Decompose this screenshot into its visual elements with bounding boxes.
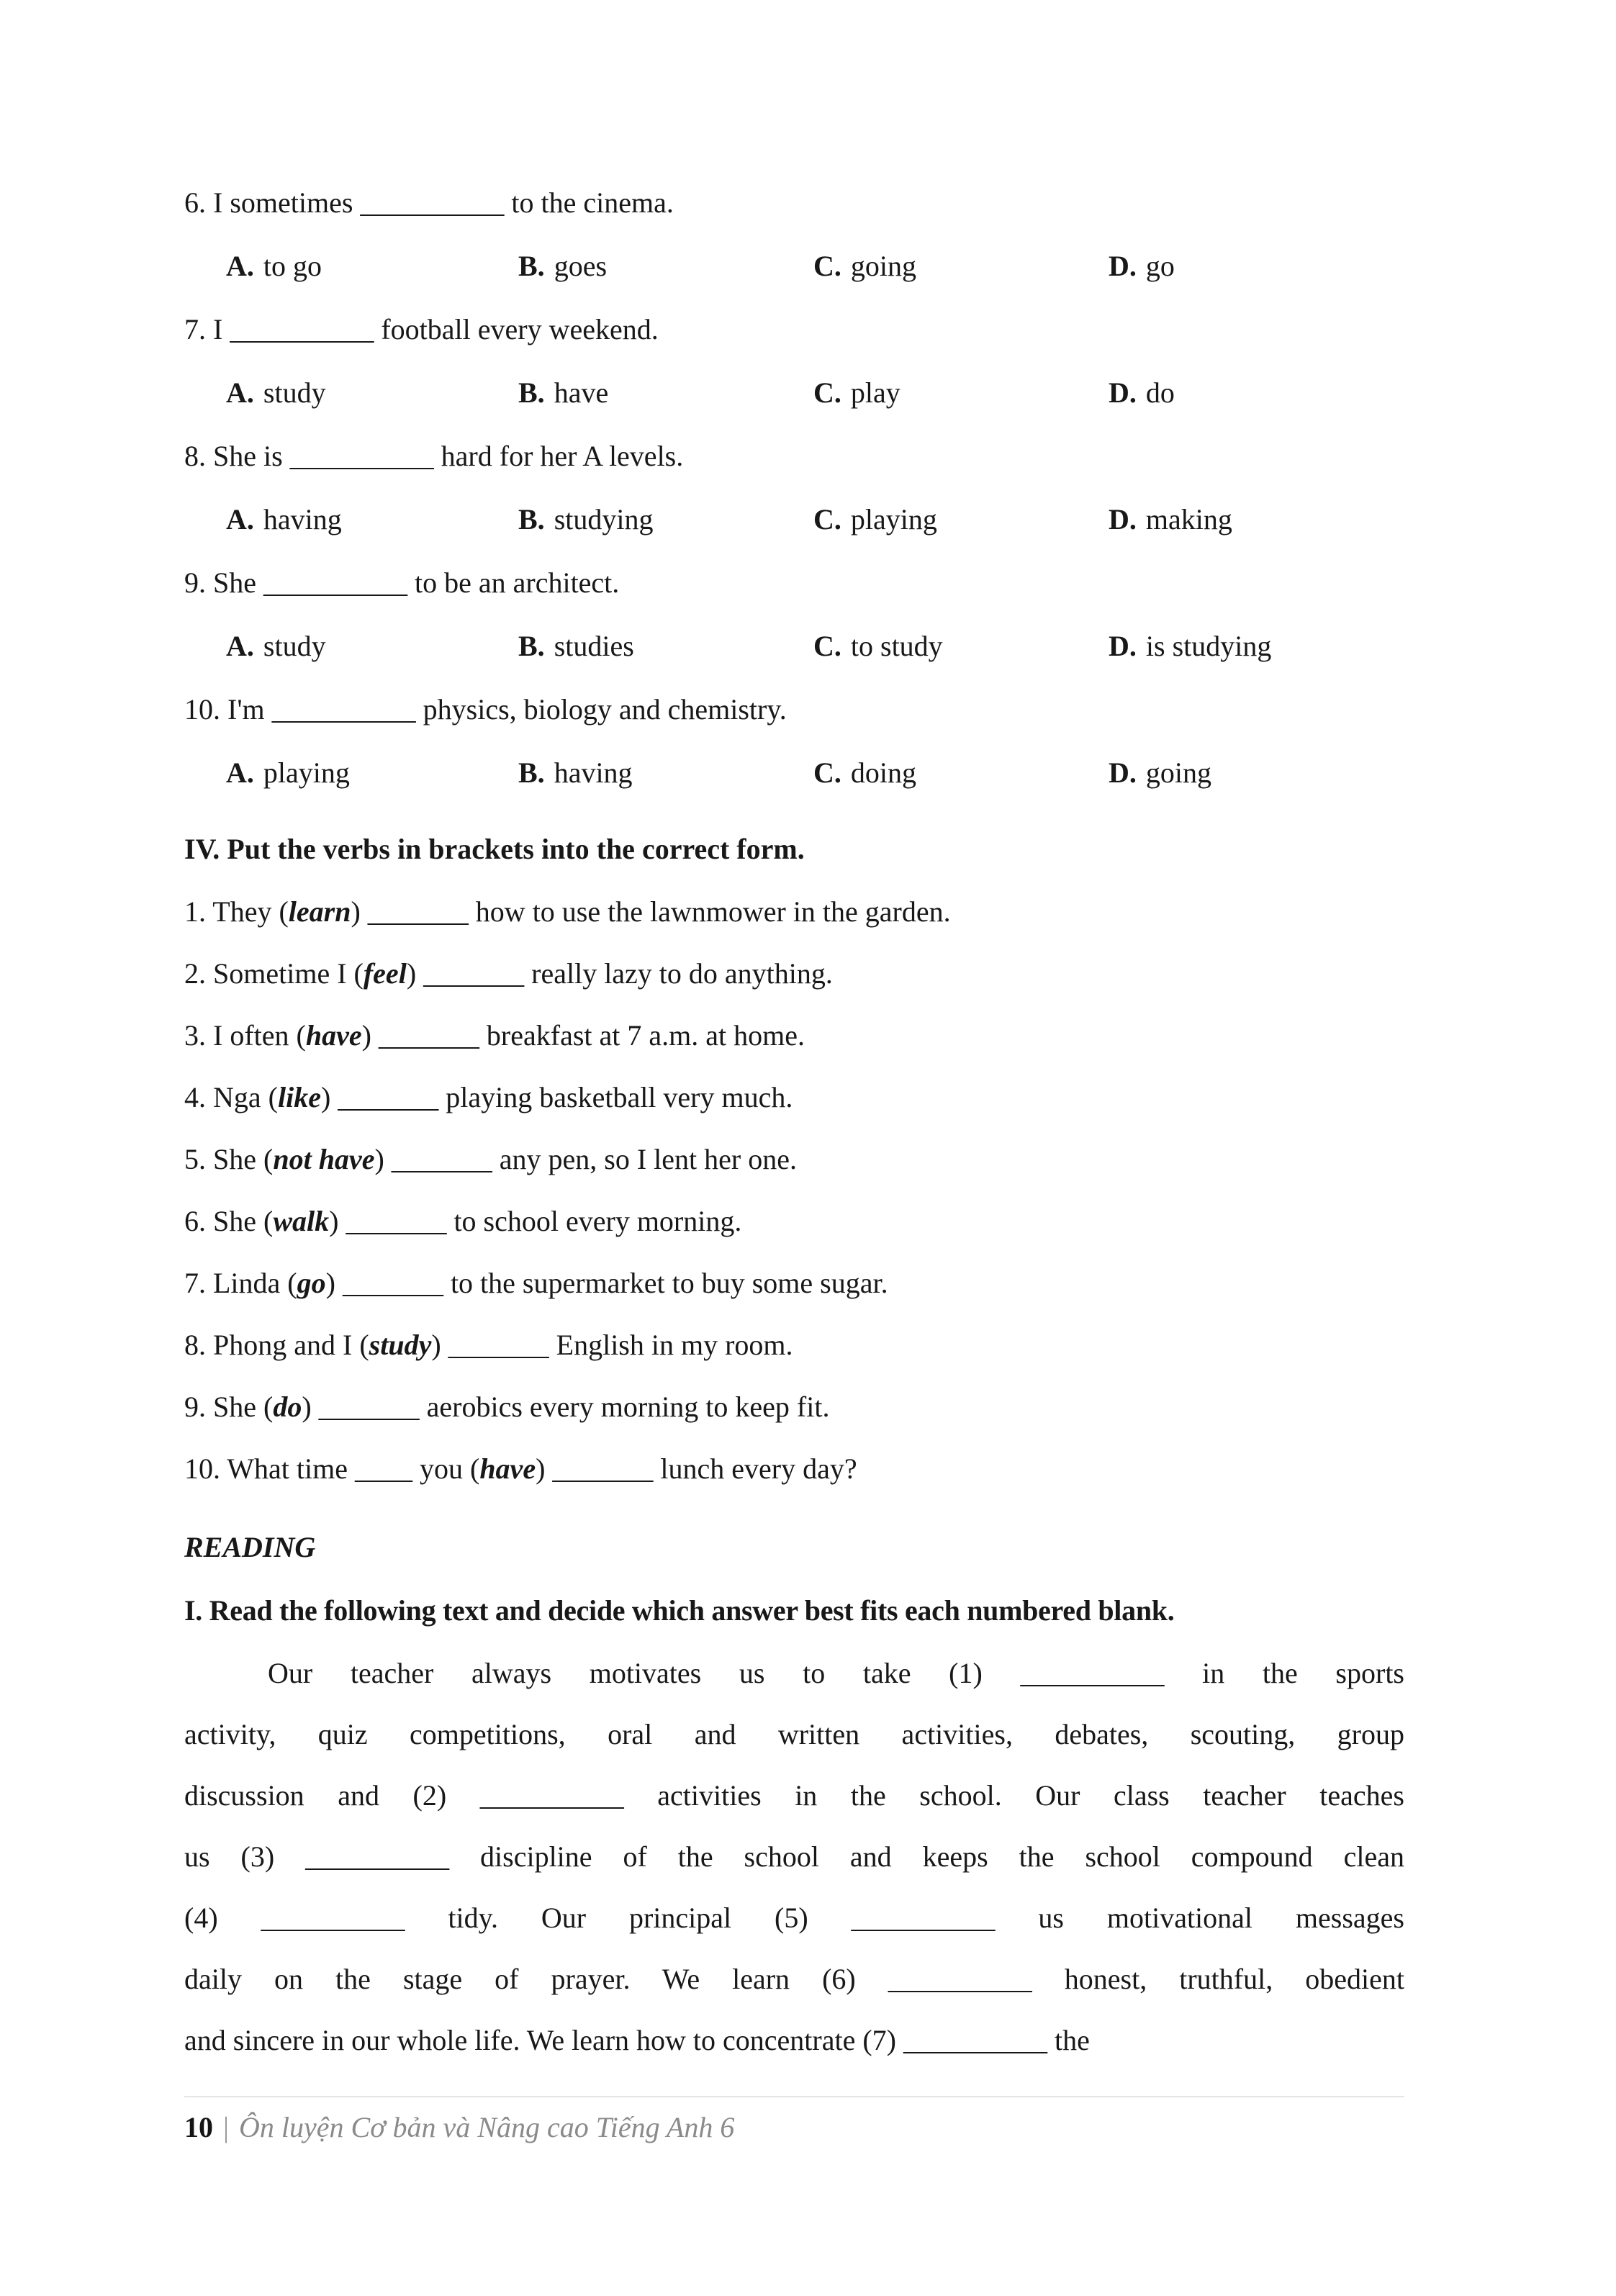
item-pre: 7. Linda ( bbox=[184, 1267, 297, 1299]
option-text: playing bbox=[263, 756, 350, 789]
option-label: C. bbox=[813, 756, 841, 789]
item-verb: feel bbox=[363, 957, 407, 990]
item-verb: learn bbox=[288, 895, 351, 928]
paragraph-line: discussion and (2) __________ activities in the school. Our class teacher teaches bbox=[184, 1779, 1404, 1812]
item-pre: 4. Nga ( bbox=[184, 1081, 278, 1113]
item-post: ) _______ any pen, so I lent her one. bbox=[374, 1143, 797, 1175]
option-label: C. bbox=[813, 503, 841, 535]
option-text: goes bbox=[554, 250, 608, 282]
paragraph-line: us (3) __________ discipline of the school and keeps the school compound clean bbox=[184, 1840, 1404, 1873]
footer-separator: | bbox=[223, 2111, 230, 2143]
section-iv-items bbox=[184, 881, 1404, 1500]
option-text: playing bbox=[850, 503, 937, 535]
option-text: is studying bbox=[1145, 630, 1272, 662]
item-post: ) _______ lunch every day? bbox=[536, 1452, 857, 1485]
option-text: going bbox=[850, 250, 917, 282]
item-post: ) _______ aerobics every morning to keep fit. bbox=[302, 1391, 830, 1423]
option-text: to go bbox=[263, 250, 322, 282]
answer-option bbox=[226, 488, 518, 551]
option-text: going bbox=[1145, 756, 1212, 789]
book-title: Ôn luyện Cơ bản và Nâng cao Tiếng Anh 6 bbox=[239, 2111, 735, 2143]
page-footer bbox=[184, 2096, 1404, 2144]
item-pre: 1. They ( bbox=[184, 895, 289, 928]
option-label: D. bbox=[1109, 756, 1137, 789]
item-pre: 6. She ( bbox=[184, 1205, 274, 1237]
verb-exercise-item bbox=[184, 943, 1404, 1005]
answer-option bbox=[1109, 488, 1404, 551]
answer-option bbox=[1109, 615, 1404, 678]
answer-option bbox=[226, 615, 518, 678]
verb-exercise-item bbox=[184, 1438, 1404, 1500]
option-label: B. bbox=[518, 756, 545, 789]
item-pre: 2. Sometime I ( bbox=[184, 957, 364, 990]
option-label: A. bbox=[226, 630, 254, 662]
option-label: B. bbox=[518, 376, 545, 409]
answer-option bbox=[518, 361, 813, 425]
answer-option bbox=[1109, 741, 1404, 805]
answer-option bbox=[518, 488, 813, 551]
verb-exercise-item bbox=[184, 1005, 1404, 1067]
item-post: ) _______ to the supermarket to buy some sugar. bbox=[325, 1267, 888, 1299]
item-post: ) _______ English in my room. bbox=[431, 1329, 793, 1361]
reading-heading: READING bbox=[184, 1531, 316, 1563]
options-row bbox=[226, 741, 1404, 805]
item-pre: 3. I often ( bbox=[184, 1019, 306, 1052]
option-text: study bbox=[263, 630, 326, 662]
answer-option bbox=[518, 235, 813, 298]
item-post: ) _______ to school every morning. bbox=[329, 1205, 742, 1237]
item-verb: not have bbox=[273, 1143, 375, 1175]
option-label: B. bbox=[518, 503, 545, 535]
options-row bbox=[226, 615, 1404, 678]
answer-option bbox=[813, 361, 1109, 425]
options-row bbox=[226, 488, 1404, 551]
question-text: 8. She is __________ hard for her A levels. bbox=[184, 440, 684, 472]
question-text: 10. I'm __________ physics, biology and chemistry. bbox=[184, 693, 787, 726]
answer-option bbox=[518, 741, 813, 805]
item-pre: 8. Phong and I ( bbox=[184, 1329, 369, 1361]
item-verb: study bbox=[369, 1329, 432, 1361]
option-text: having bbox=[554, 756, 633, 789]
verb-exercise-item bbox=[184, 1067, 1404, 1129]
answer-option bbox=[226, 741, 518, 805]
options-row bbox=[226, 361, 1404, 425]
item-verb: go bbox=[297, 1267, 326, 1299]
paragraph-line: Our teacher always motivates us to take (1) __________ in the sports bbox=[268, 1657, 1404, 1689]
paragraph-line: activity, quiz competitions, oral and written activities, debates, scouting, group bbox=[184, 1718, 1404, 1750]
question-text: 9. She __________ to be an architect. bbox=[184, 566, 620, 599]
paragraph-line: (4) __________ tidy. Our principal (5) __________ us motivational messages bbox=[184, 1902, 1404, 1934]
options-row bbox=[226, 235, 1404, 298]
item-verb: like bbox=[277, 1081, 321, 1113]
option-label: A. bbox=[226, 376, 254, 409]
question-text: 6. I sometimes __________ to the cinema. bbox=[184, 186, 674, 219]
option-text: to study bbox=[850, 630, 943, 662]
option-label: B. bbox=[518, 630, 545, 662]
page-content bbox=[184, 171, 1404, 2071]
verb-exercise-item bbox=[184, 1129, 1404, 1190]
item-pre: 5. She ( bbox=[184, 1143, 274, 1175]
option-text: studies bbox=[554, 630, 634, 662]
option-text: having bbox=[263, 503, 342, 535]
option-text: doing bbox=[850, 756, 917, 789]
option-text: study bbox=[263, 376, 326, 409]
option-label: D. bbox=[1109, 503, 1137, 535]
page-number: 10 bbox=[184, 2111, 213, 2143]
option-label: C. bbox=[813, 250, 841, 282]
reading-paragraph bbox=[184, 1642, 1404, 2071]
item-verb: do bbox=[273, 1391, 302, 1423]
mcq-section bbox=[184, 171, 1404, 805]
item-post: ) _______ breakfast at 7 a.m. at home. bbox=[361, 1019, 805, 1052]
paragraph-line: daily on the stage of prayer. We learn (6) __________ honest, truthful, obedient bbox=[184, 1963, 1404, 1995]
item-post: ) _______ really lazy to do anything. bbox=[406, 957, 833, 990]
option-label: C. bbox=[813, 630, 841, 662]
item-pre: 9. She ( bbox=[184, 1391, 274, 1423]
item-verb: walk bbox=[273, 1205, 330, 1237]
option-text: studying bbox=[554, 503, 654, 535]
verb-exercise-item bbox=[184, 1376, 1404, 1438]
item-post: ) _______ how to use the lawnmower in the garden. bbox=[351, 895, 951, 928]
item-verb: have bbox=[479, 1452, 536, 1485]
answer-option bbox=[1109, 361, 1404, 425]
verb-exercise-item bbox=[184, 1314, 1404, 1376]
option-label: D. bbox=[1109, 376, 1137, 409]
option-label: C. bbox=[813, 376, 841, 409]
option-label: B. bbox=[518, 250, 545, 282]
answer-option bbox=[518, 615, 813, 678]
answer-option bbox=[813, 615, 1109, 678]
paragraph-line: and sincere in our whole life. We learn how to concentrate (7) __________ the bbox=[184, 2024, 1090, 2056]
option-label: D. bbox=[1109, 630, 1137, 662]
answer-option bbox=[1109, 235, 1404, 298]
verb-exercise-item bbox=[184, 881, 1404, 943]
item-pre: 10. What time ____ you ( bbox=[184, 1452, 480, 1485]
question-text: 7. I __________ football every weekend. bbox=[184, 313, 659, 345]
option-text: go bbox=[1145, 250, 1175, 282]
answer-option bbox=[813, 235, 1109, 298]
option-label: A. bbox=[226, 503, 254, 535]
option-text: do bbox=[1145, 376, 1175, 409]
option-label: A. bbox=[226, 756, 254, 789]
verb-exercise-item bbox=[184, 1252, 1404, 1314]
section-iv-title: IV. Put the verbs in brackets into the correct form. bbox=[184, 833, 805, 865]
item-verb: have bbox=[305, 1019, 362, 1052]
option-text: making bbox=[1145, 503, 1232, 535]
option-label: A. bbox=[226, 250, 254, 282]
verb-exercise-item bbox=[184, 1190, 1404, 1252]
item-post: ) _______ playing basketball very much. bbox=[320, 1081, 793, 1113]
option-text: play bbox=[850, 376, 900, 409]
reading-instruction: I. Read the following text and decide which answer best fits each numbered blank. bbox=[184, 1594, 1175, 1627]
answer-option bbox=[226, 361, 518, 425]
answer-option bbox=[813, 488, 1109, 551]
answer-option bbox=[813, 741, 1109, 805]
option-text: have bbox=[554, 376, 609, 409]
answer-option bbox=[226, 235, 518, 298]
option-label: D. bbox=[1109, 250, 1137, 282]
